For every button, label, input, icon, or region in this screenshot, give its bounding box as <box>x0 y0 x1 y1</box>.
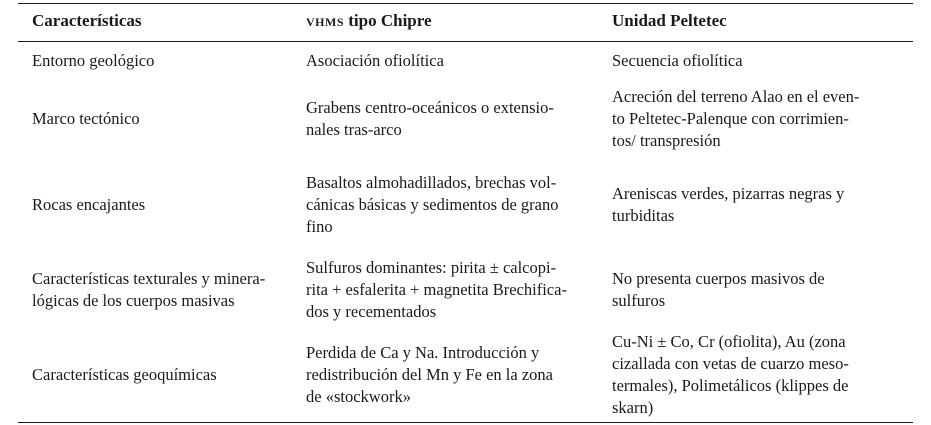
row-characteristic <box>32 86 292 152</box>
cell-line: Características geoquímicas <box>32 365 217 384</box>
row-vhms-value <box>306 331 586 419</box>
header-characteristics: Características <box>32 11 142 30</box>
cell-line: skarn) <box>612 398 654 417</box>
cell-line: nales tras-arco <box>306 120 402 139</box>
row-vhms-value <box>306 257 586 323</box>
table-bottom-rule <box>18 422 913 423</box>
header-vhms-cyprus <box>306 10 586 32</box>
row-peltetec-value <box>612 257 902 323</box>
header-vhms-type: tipo Chipre <box>344 11 432 30</box>
cell-line: dos y recementados <box>306 302 437 321</box>
row-peltetec-value <box>612 86 902 152</box>
table-header <box>0 10 931 36</box>
cell-line: Basaltos almohadillados, brechas vol- <box>306 173 557 192</box>
table-row <box>0 257 931 323</box>
row-characteristic <box>32 49 292 73</box>
header-bottom-rule <box>18 41 913 42</box>
row-vhms-value <box>306 172 586 238</box>
cell-line: redistribución del Mn y Fe en la zona <box>306 365 553 384</box>
cell-line: Secuencia ofiolítica <box>612 51 743 70</box>
cell-line: rita + esfalerita + magnetita Brechifica- <box>306 280 567 299</box>
cell-line: lógicas de los cuerpos masivas <box>32 291 235 310</box>
cell-line: Rocas encajantes <box>32 195 146 214</box>
row-peltetec-value <box>612 331 902 419</box>
header-peltetec-unit: Unidad Peltetec <box>612 11 727 30</box>
cell-line: termales), Polimetálicos (klippes de <box>612 376 849 395</box>
cell-line: turbiditas <box>612 206 675 225</box>
cell-line: sulfuros <box>612 291 666 310</box>
table-top-rule <box>18 3 913 4</box>
cell-line: Entorno geológico <box>32 51 155 70</box>
cell-line: Perdida de Ca y Na. Introducción y <box>306 343 540 362</box>
row-characteristic <box>32 172 292 238</box>
cell-line: Características texturales y minera- <box>32 269 266 288</box>
cell-line: Acreción del terreno Alao en el even- <box>612 87 860 106</box>
row-vhms-value <box>306 49 586 73</box>
row-peltetec-value <box>612 49 902 73</box>
cell-line: fino <box>306 217 333 236</box>
cell-line: Grabens centro-oceánicos o extensio- <box>306 98 554 117</box>
cell-line: Sulfuros dominantes: pirita ± calcopi- <box>306 258 557 277</box>
table-row <box>0 86 931 152</box>
row-characteristic <box>32 331 292 419</box>
header-vhms-abbrev: vhms <box>306 11 344 30</box>
cell-line: Marco tectónico <box>32 109 140 128</box>
row-characteristic <box>32 257 292 323</box>
row-vhms-value <box>306 86 586 152</box>
cell-line: cánicas básicas y sedimentos de grano <box>306 195 559 214</box>
cell-line: cizallada con vetas de cuarzo meso- <box>612 354 849 373</box>
cell-line: tos/ transpresión <box>612 131 721 150</box>
table-row <box>0 331 931 419</box>
table-row <box>0 49 931 73</box>
cell-line: to Peltetec-Palenque con corrimien- <box>612 109 849 128</box>
cell-line: No presenta cuerpos masivos de <box>612 269 825 288</box>
table-row <box>0 172 931 238</box>
cell-line: Areniscas verdes, pizarras negras y <box>612 184 845 203</box>
cell-line: de «stockwork» <box>306 387 411 406</box>
row-peltetec-value <box>612 172 902 238</box>
cell-line: Asociación ofiolítica <box>306 51 444 70</box>
cell-line: Cu-Ni ± Co, Cr (ofiolita), Au (zona <box>612 332 846 351</box>
